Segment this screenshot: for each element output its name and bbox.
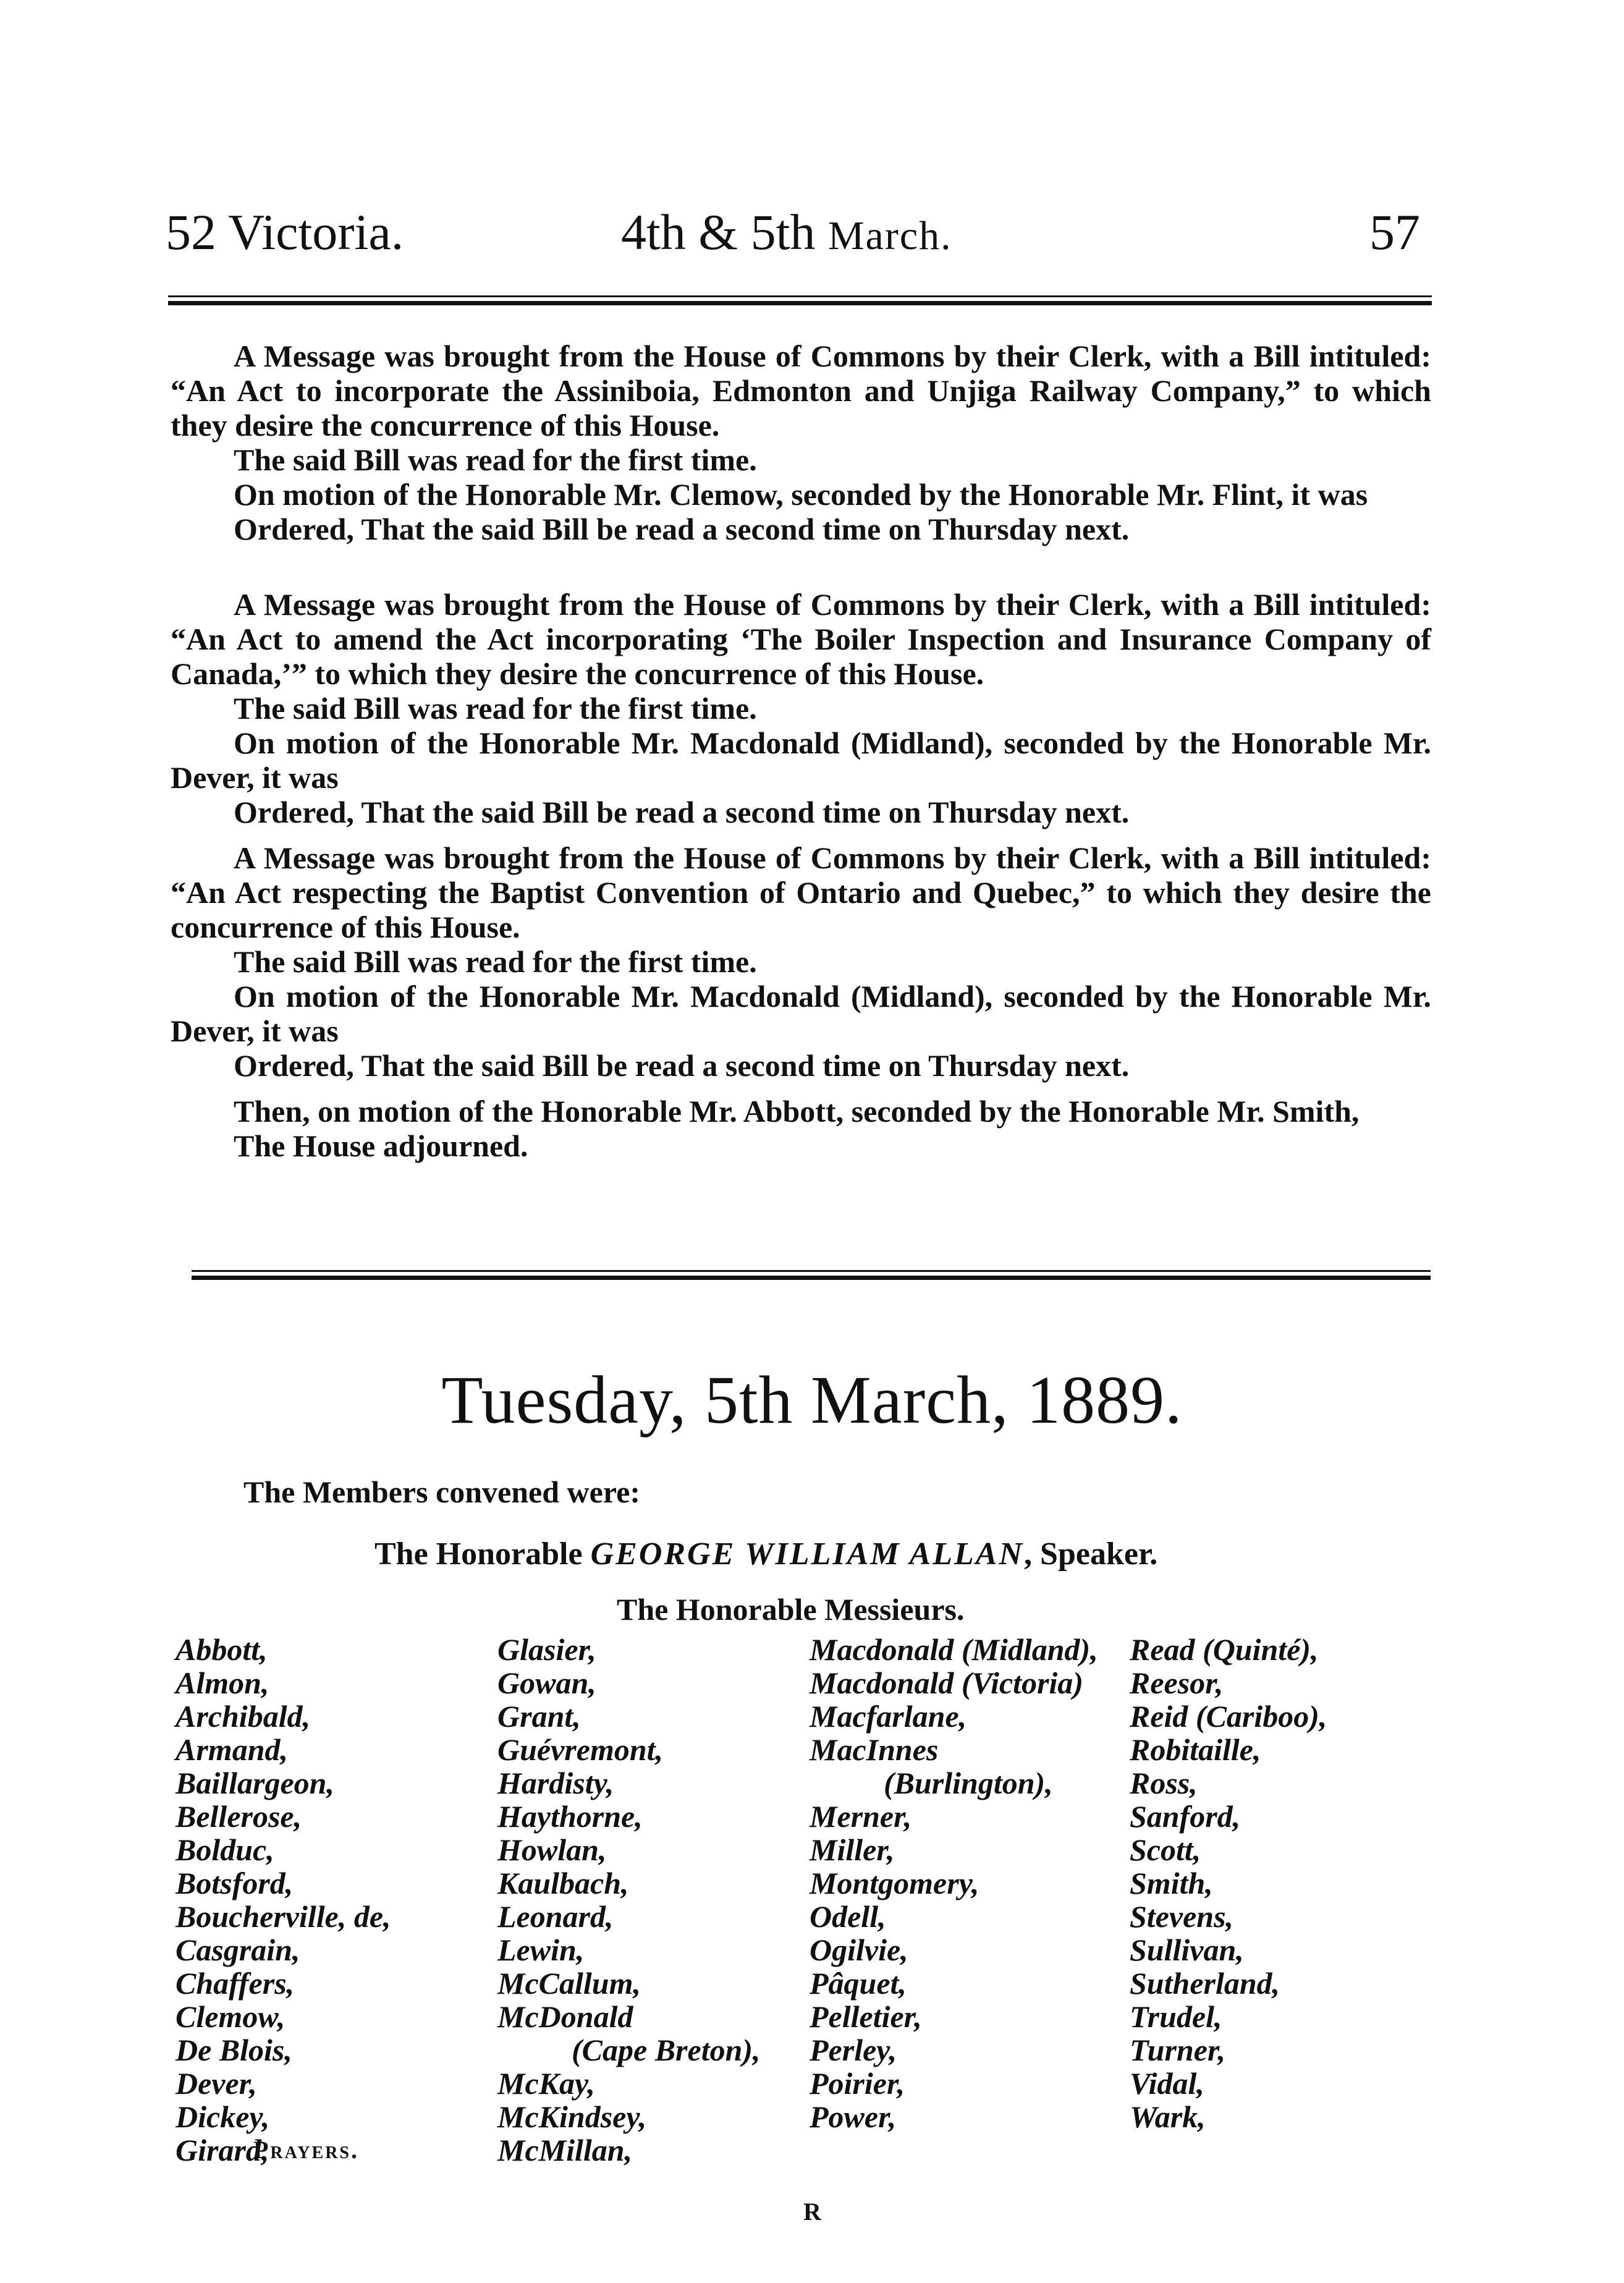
entry-boiler-inspection-bill: [171, 587, 1431, 829]
entry-order: Ordered, That the said Bill be read a second time on Thursday next.: [234, 512, 1130, 546]
member-name: Reesor,: [1130, 1666, 1224, 1700]
member-name: Reid (Cariboo),: [1130, 1699, 1327, 1734]
members-column-4: [1130, 1633, 1327, 2133]
member-name: Bellerose,: [176, 1799, 302, 1834]
member-name: McCallum,: [497, 1966, 641, 2001]
entry-first-reading: The said Bill was read for the first time.: [234, 944, 757, 979]
header-session: 52 Victoria.: [166, 204, 404, 260]
member-name: Sanford,: [1130, 1799, 1241, 1834]
header-month: March.: [827, 213, 952, 258]
member-name: Casgrain,: [176, 1933, 300, 1967]
member-name: Stevens,: [1130, 1899, 1234, 1934]
member-name: Boucherville, de,: [176, 1899, 391, 1934]
member-name: Dever,: [176, 2066, 257, 2101]
member-name: Macdonald (Victoria): [810, 1666, 1084, 1700]
entry-motion: On motion of the Honorable Mr. Macdonald (Midland), seconded by the Honorable Mr. Dever, it was: [171, 726, 1431, 795]
member-name: Hardisty,: [497, 1766, 614, 1800]
member-name: Odell,: [810, 1899, 886, 1934]
page-number: 57: [1369, 204, 1420, 260]
member-name: Chaffers,: [176, 1966, 295, 2001]
member-name: Guévremont,: [497, 1732, 664, 1767]
entry-assiniboia-bill: [171, 339, 1431, 546]
speaker-name: GEORGE WILLIAM ALLAN: [590, 1536, 1025, 1572]
prayers-heading: Prayers.: [253, 2136, 359, 2164]
member-name: Merner,: [810, 1799, 912, 1834]
entry-motion: On motion of the Honorable Mr. Clemow, seconded by the Honorable Mr. Flint, it was: [234, 477, 1368, 512]
member-name: Sutherland,: [1130, 1966, 1280, 2001]
member-name: McKindsey,: [497, 2099, 647, 2134]
entry-message: A Message was brought from the House of Commons by their Clerk, with a Bill intituled: “An Act to amend the Act incorporating ‘The Boiler Inspection and Insurance Company of Canada,’” to which they desire the concurrence of this House.: [171, 587, 1431, 691]
member-name-continued: (Cape Breton),: [572, 2033, 761, 2067]
member-name: Howlan,: [497, 1832, 607, 1867]
member-name: Grant,: [497, 1699, 581, 1734]
member-name: Haythorne,: [497, 1799, 643, 1834]
member-name: Archibald,: [176, 1699, 311, 1734]
member-name: Lewin,: [497, 1933, 585, 1967]
member-name: Pâquet,: [810, 1966, 907, 2001]
member-name: Turner,: [1130, 2033, 1226, 2067]
speaker-prefix: The Honorable: [374, 1536, 591, 1572]
member-name: MacInnes: [810, 1732, 939, 1767]
member-name: Montgomery,: [810, 1866, 979, 1900]
entry-first-reading: The said Bill was read for the first time.: [234, 443, 757, 477]
member-name: Dickey,: [176, 2099, 270, 2134]
header-dates: [621, 204, 952, 260]
members-column-3: [810, 1633, 1098, 2133]
member-name: McMillan,: [497, 2133, 633, 2167]
section-rule-thick: [192, 1276, 1431, 1280]
members-column-2: [497, 1633, 761, 2167]
member-name: Clemow,: [176, 1999, 285, 2034]
member-name: Pelletier,: [810, 1999, 922, 2034]
member-name: Robitaille,: [1130, 1732, 1261, 1767]
header-rule-thin: [168, 295, 1432, 297]
member-name: Power,: [810, 2099, 897, 2134]
sitting-date-title: Tuesday, 5th March, 1889.: [441, 1362, 1183, 1438]
signature-mark: R: [803, 2198, 821, 2226]
member-name: Wark,: [1130, 2099, 1206, 2134]
entry-motion: Then, on motion of the Honorable Mr. Abbott, seconded by the Honorable Mr. Smith,: [234, 1094, 1360, 1129]
entry-first-reading: The said Bill was read for the first time.: [234, 691, 757, 726]
member-name: Perley,: [810, 2033, 897, 2067]
speaker-suffix: , Speaker.: [1024, 1536, 1158, 1572]
member-name: Macfarlane,: [810, 1699, 967, 1734]
member-name: Smith,: [1130, 1866, 1213, 1900]
section-rule-thin: [192, 1270, 1431, 1272]
member-name: Glasier,: [497, 1632, 596, 1667]
member-name: Armand,: [176, 1732, 289, 1767]
member-name: Kaulbach,: [497, 1866, 629, 1900]
member-name: Ogilvie,: [810, 1933, 908, 1967]
header-rule-thick: [168, 301, 1432, 305]
speaker-line: [374, 1536, 1157, 1572]
entry-baptist-convention-bill: [171, 841, 1431, 1083]
entry-message: A Message was brought from the House of Commons by their Clerk, with a Bill intituled: “An Act respecting the Baptist Convention of Ontario and Quebec,” to which they desire the concurrence of this House.: [171, 841, 1431, 944]
entry-order: Ordered, That the said Bill be read a second time on Thursday next.: [234, 1048, 1130, 1083]
header-dates-text: 4th & 5th: [621, 204, 828, 260]
entry-order: Ordered, That the said Bill be read a second time on Thursday next.: [234, 795, 1130, 829]
member-name: Botsford,: [176, 1866, 294, 1900]
entry-motion: On motion of the Honorable Mr. Macdonald (Midland), seconded by the Honorable Mr. Dever, it was: [171, 979, 1431, 1048]
member-name: McDonald: [497, 1999, 633, 2034]
entry-message: A Message was brought from the House of Commons by their Clerk, with a Bill intituled: “An Act to incorporate the Assiniboia, Edmonton and Unjiga Railway Company,” to which they desire the concurrence of this House.: [171, 339, 1431, 443]
member-name: Baillargeon,: [176, 1766, 334, 1800]
member-name: Abbott,: [176, 1632, 268, 1667]
member-name: Leonard,: [497, 1899, 614, 1934]
members-convened-label: The Members convened were:: [243, 1475, 640, 1509]
member-name: Girard,: [176, 2133, 269, 2167]
member-name: Read (Quinté),: [1130, 1632, 1319, 1667]
member-name: Ross,: [1130, 1766, 1198, 1800]
member-name: Almon,: [176, 1666, 269, 1700]
members-column-1: [176, 1633, 391, 2167]
member-name: Poirier,: [810, 2066, 905, 2101]
member-name-continued: (Burlington),: [884, 1766, 1053, 1800]
member-name: Gowan,: [497, 1666, 596, 1700]
member-name: McKay,: [497, 2066, 595, 2101]
member-name: Vidal,: [1130, 2066, 1204, 2101]
member-name: Trudel,: [1130, 1999, 1222, 2034]
member-name: De Blois,: [176, 2033, 292, 2067]
entry-adjournment: [171, 1094, 1431, 1163]
messieurs-label: The Honorable Messieurs.: [617, 1592, 965, 1627]
member-name: Macdonald (Midland),: [810, 1632, 1098, 1667]
member-name: Scott,: [1130, 1832, 1201, 1867]
member-name: Miller,: [810, 1832, 895, 1867]
member-name: Bolduc,: [176, 1832, 274, 1867]
member-name: Sullivan,: [1130, 1933, 1244, 1967]
entry-adjourned: The House adjourned.: [234, 1129, 528, 1163]
